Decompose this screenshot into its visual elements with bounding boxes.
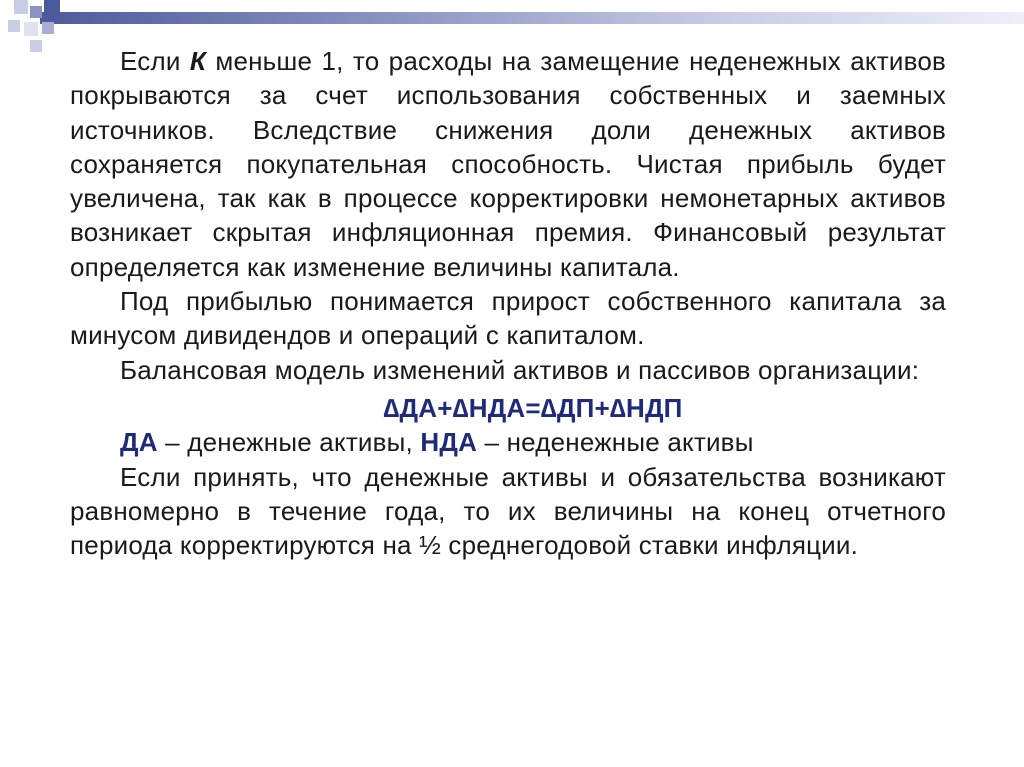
paragraph-balance-model: Балансовая модель изменений активов и пассивов организации: xyxy=(120,354,920,385)
deco-square xyxy=(42,22,54,34)
k-variable: К xyxy=(189,46,207,76)
balance-formula: ∆ДА+∆НДА=∆ДП+∆НДП xyxy=(383,392,683,423)
term-nda: НДА xyxy=(420,427,478,458)
deco-square xyxy=(14,0,28,14)
definitions-line xyxy=(70,425,946,459)
deco-square xyxy=(8,20,20,32)
slide-body xyxy=(70,44,946,562)
term-da: ДА xyxy=(120,427,158,458)
deco-square xyxy=(30,40,42,52)
header-gradient-bar xyxy=(40,12,1024,24)
deco-square xyxy=(44,0,60,16)
paragraph-k-less-than-one xyxy=(70,44,946,284)
definition-da: – денежные активы, xyxy=(157,427,421,458)
text-before-k: Если xyxy=(120,46,190,76)
deco-square xyxy=(24,22,38,36)
paragraph-inflation-adjustment: Если принять, что денежные активы и обязательства возникают равномерно в течение года, то их величины на конец отчетного периода корректируются на ½ среднегодовой ставки инфляции. xyxy=(70,461,946,561)
text-after-k: меньше 1, то расходы на замещение неденежных активов покрываются за счет использования собственных и заемных источников. Вследствие снижения доли денежных активов сохраняется покупательная способность. Чистая прибыль будет увеличена, так как в процессе корректировки немонетарных активов возникает скрытая инфляционная премия. Финансовый результат определяется как изменение величины капитала. xyxy=(70,46,946,282)
deco-square xyxy=(30,6,42,18)
paragraph-profit-definition: Под прибылью понимается прирост собственного капитала за минусом дивидендов и операций с капиталом. xyxy=(70,286,946,351)
definition-nda: – неденежные активы xyxy=(477,427,754,458)
